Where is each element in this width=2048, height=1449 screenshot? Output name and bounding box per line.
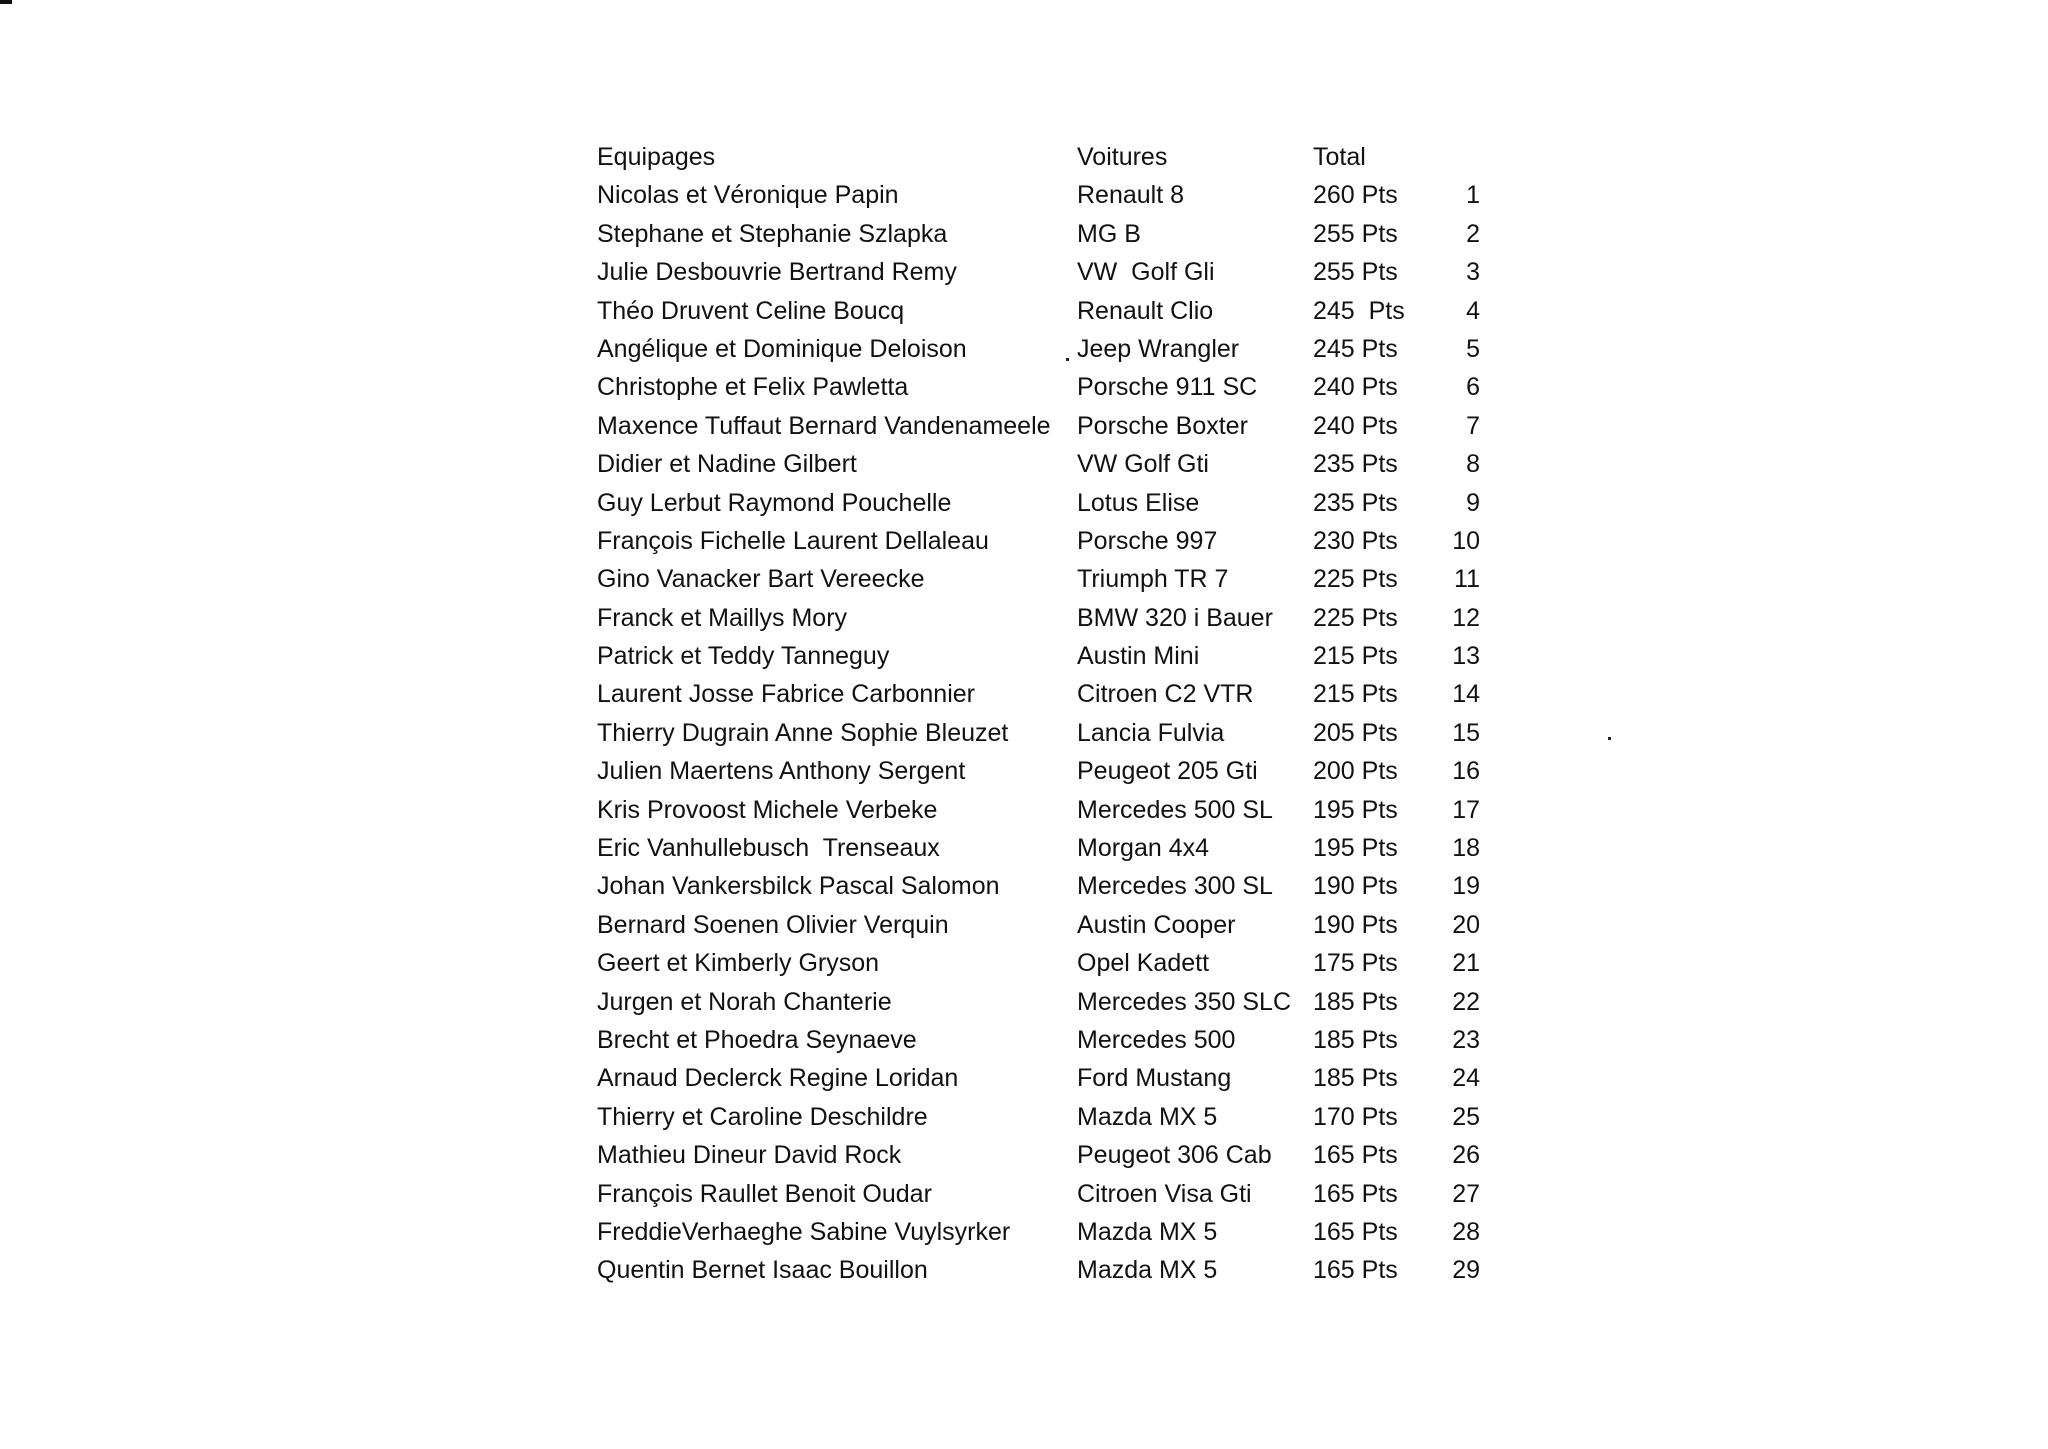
rank-cell: 28 — [1452, 1217, 1480, 1246]
table-body — [597, 176, 1480, 1289]
table-row — [597, 867, 1480, 905]
total-cell: 195 Pts — [1313, 834, 1398, 863]
car-cell: Mercedes 500 SL — [1077, 795, 1273, 824]
crew-cell: Théo Druvent Celine Boucq — [597, 296, 905, 325]
table-row — [597, 599, 1480, 637]
crew-cell: Brecht et Phoedra Seynaeve — [597, 1025, 917, 1054]
crew-cell: Nicolas et Véronique Papin — [597, 181, 899, 210]
header-crew: Equipages — [597, 143, 716, 171]
crew-cell: François Fichelle Laurent Dellaleau — [597, 526, 989, 555]
rank-cell: 17 — [1452, 795, 1480, 824]
car-cell: Citroen Visa Gti — [1077, 1179, 1252, 1208]
table-row — [597, 1059, 1480, 1097]
table-row — [597, 1175, 1480, 1213]
total-cell: 185 Pts — [1313, 1064, 1398, 1093]
scan-corner-mark — [0, 0, 12, 4]
total-cell: 255 Pts — [1313, 219, 1398, 248]
total-cell: 200 Pts — [1313, 757, 1398, 786]
total-cell: 235 Pts — [1313, 450, 1398, 479]
total-cell: 165 Pts — [1313, 1141, 1398, 1170]
rank-cell: 15 — [1452, 718, 1480, 747]
car-cell: Porsche Boxter — [1077, 411, 1248, 440]
car-cell: Mazda MX 5 — [1077, 1102, 1218, 1131]
total-cell: 260 Pts — [1313, 181, 1398, 210]
crew-cell: Bernard Soenen Olivier Verquin — [597, 910, 949, 939]
table-row — [597, 637, 1480, 675]
car-cell: Peugeot 205 Gti — [1077, 757, 1258, 786]
table-row — [597, 791, 1480, 829]
car-cell: BMW 320 i Bauer — [1077, 603, 1273, 632]
header-total: Total — [1313, 143, 1366, 171]
crew-cell: Julien Maertens Anthony Sergent — [597, 757, 966, 786]
rank-cell: 3 — [1466, 258, 1480, 287]
rank-cell: 9 — [1466, 488, 1480, 517]
rank-cell: 18 — [1452, 834, 1480, 863]
rank-cell: 11 — [1454, 565, 1480, 594]
table-row — [597, 330, 1480, 368]
crew-cell: Maxence Tuffaut Bernard Vandenameele — [597, 411, 1051, 440]
crew-cell: Eric Vanhullebusch Trenseaux — [597, 834, 940, 863]
car-cell: Citroen C2 VTR — [1077, 680, 1254, 709]
table-row — [597, 484, 1480, 522]
crew-cell: Stephane et Stephanie Szlapka — [597, 219, 948, 248]
table-row — [597, 215, 1480, 253]
table-row — [597, 675, 1480, 713]
rank-cell: 1 — [1466, 181, 1480, 210]
scan-speck — [1066, 358, 1069, 361]
total-cell: 225 Pts — [1313, 603, 1398, 632]
car-cell: Mazda MX 5 — [1077, 1256, 1218, 1285]
car-cell: Opel Kadett — [1077, 949, 1210, 978]
car-cell: VW Golf Gti — [1077, 450, 1209, 479]
car-cell: Lancia Fulvia — [1077, 718, 1225, 747]
rank-cell: 21 — [1452, 949, 1480, 978]
rank-cell: 4 — [1466, 296, 1480, 325]
table-row — [597, 560, 1480, 598]
table-header — [597, 138, 1366, 176]
table-row — [597, 445, 1480, 483]
table-row — [597, 752, 1480, 790]
rank-cell: 20 — [1452, 910, 1480, 939]
crew-cell: Angélique et Dominique Deloison — [597, 334, 967, 363]
rank-cell: 24 — [1452, 1064, 1480, 1093]
rank-cell: 29 — [1452, 1256, 1480, 1285]
rank-cell: 2 — [1466, 219, 1480, 248]
car-cell: Lotus Elise — [1077, 488, 1200, 517]
car-cell: Porsche 997 — [1077, 526, 1218, 555]
total-cell: 225 Pts — [1313, 565, 1398, 594]
total-cell: 215 Pts — [1313, 642, 1398, 671]
table-row — [597, 292, 1480, 330]
crew-cell: FreddieVerhaeghe Sabine Vuylsyrker — [597, 1217, 1011, 1246]
crew-cell: Kris Provoost Michele Verbeke — [597, 795, 938, 824]
crew-cell: Jurgen et Norah Chanterie — [597, 987, 892, 1016]
crew-cell: Gino Vanacker Bart Vereecke — [597, 565, 925, 594]
scan-speck — [1608, 737, 1611, 740]
results-table — [597, 138, 1480, 1290]
crew-cell: Arnaud Declerck Regine Loridan — [597, 1064, 959, 1093]
rank-cell: 7 — [1466, 411, 1480, 440]
total-cell: 240 Pts — [1313, 373, 1398, 402]
car-cell: Renault 8 — [1077, 181, 1185, 210]
crew-cell: Laurent Josse Fabrice Carbonnier — [597, 680, 975, 709]
car-cell: Morgan 4x4 — [1077, 834, 1210, 863]
car-cell: Triumph TR 7 — [1077, 565, 1229, 594]
table-row — [597, 1213, 1480, 1251]
total-cell: 245 Pts — [1313, 334, 1398, 363]
header-car: Voitures — [1077, 143, 1168, 171]
crew-cell: Quentin Bernet Isaac Bouillon — [597, 1256, 928, 1285]
total-cell: 165 Pts — [1313, 1217, 1398, 1246]
crew-cell: Thierry et Caroline Deschildre — [597, 1102, 928, 1131]
rank-cell: 5 — [1466, 334, 1480, 363]
car-cell: MG B — [1077, 219, 1141, 248]
crew-cell: Geert et Kimberly Gryson — [597, 949, 880, 978]
car-cell: Mazda MX 5 — [1077, 1217, 1218, 1246]
total-cell: 170 Pts — [1313, 1102, 1398, 1131]
total-cell: 215 Pts — [1313, 680, 1398, 709]
table-row — [597, 906, 1480, 944]
table-row — [597, 368, 1480, 406]
car-cell: Austin Mini — [1077, 642, 1200, 671]
total-cell: 195 Pts — [1313, 795, 1398, 824]
car-cell: Mercedes 350 SLC — [1077, 987, 1292, 1016]
total-cell: 185 Pts — [1313, 1025, 1398, 1054]
table-row — [597, 253, 1480, 291]
rank-cell: 10 — [1452, 526, 1480, 555]
total-cell: 165 Pts — [1313, 1179, 1398, 1208]
table-row — [597, 1251, 1480, 1289]
total-cell: 245 Pts — [1313, 296, 1405, 325]
table-row — [597, 983, 1480, 1021]
total-cell: 185 Pts — [1313, 987, 1398, 1016]
car-cell: Mercedes 300 SL — [1077, 872, 1273, 901]
rank-cell: 23 — [1452, 1025, 1480, 1054]
rank-cell: 16 — [1452, 757, 1480, 786]
rank-cell: 13 — [1452, 642, 1480, 671]
crew-cell: Franck et Maillys Mory — [597, 603, 848, 632]
rank-cell: 25 — [1452, 1102, 1480, 1131]
total-cell: 235 Pts — [1313, 488, 1398, 517]
car-cell: Renault Clio — [1077, 296, 1214, 325]
table-row — [597, 1021, 1480, 1059]
crew-cell: Christophe et Felix Pawletta — [597, 373, 909, 402]
table-row — [597, 1098, 1480, 1136]
table-row — [597, 944, 1480, 982]
table-row — [597, 1136, 1480, 1174]
rank-cell: 8 — [1466, 450, 1480, 479]
rank-cell: 14 — [1452, 680, 1480, 709]
crew-cell: Johan Vankersbilck Pascal Salomon — [597, 872, 1000, 901]
table-row — [597, 407, 1480, 445]
car-cell: Austin Cooper — [1077, 910, 1236, 939]
total-cell: 175 Pts — [1313, 949, 1398, 978]
crew-cell: Guy Lerbut Raymond Pouchelle — [597, 488, 952, 517]
total-cell: 190 Pts — [1313, 872, 1398, 901]
table-row — [597, 176, 1480, 214]
crew-cell: Julie Desbouvrie Bertrand Remy — [597, 258, 957, 287]
total-cell: 240 Pts — [1313, 411, 1398, 440]
car-cell: VW Golf Gli — [1077, 258, 1215, 287]
table-row — [597, 714, 1480, 752]
rank-cell: 6 — [1466, 373, 1480, 402]
crew-cell: Patrick et Teddy Tanneguy — [597, 642, 890, 671]
total-cell: 230 Pts — [1313, 526, 1398, 555]
total-cell: 205 Pts — [1313, 718, 1398, 747]
car-cell: Ford Mustang — [1077, 1064, 1232, 1093]
car-cell: Jeep Wrangler — [1077, 334, 1240, 363]
total-cell: 165 Pts — [1313, 1256, 1398, 1285]
car-cell: Mercedes 500 — [1077, 1025, 1236, 1054]
rank-cell: 26 — [1452, 1141, 1480, 1170]
crew-cell: François Raullet Benoit Oudar — [597, 1179, 932, 1208]
rank-cell: 27 — [1452, 1179, 1480, 1208]
crew-cell: Mathieu Dineur David Rock — [597, 1141, 902, 1170]
car-cell: Peugeot 306 Cab — [1077, 1141, 1272, 1170]
rank-cell: 19 — [1452, 872, 1480, 901]
total-cell: 190 Pts — [1313, 910, 1398, 939]
rank-cell: 12 — [1452, 603, 1480, 632]
crew-cell: Didier et Nadine Gilbert — [597, 450, 857, 479]
crew-cell: Thierry Dugrain Anne Sophie Bleuzet — [597, 718, 1009, 747]
table-row — [597, 829, 1480, 867]
car-cell: Porsche 911 SC — [1077, 373, 1258, 402]
total-cell: 255 Pts — [1313, 258, 1398, 287]
rank-cell: 22 — [1452, 987, 1480, 1016]
table-row — [597, 522, 1480, 560]
